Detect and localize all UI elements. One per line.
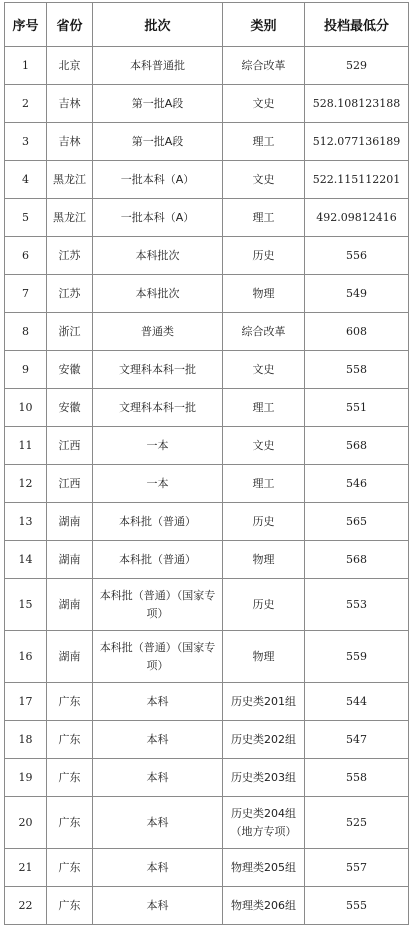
cell-category: 文史 bbox=[223, 85, 305, 123]
table-row bbox=[5, 123, 409, 161]
cell-batch: 本科批次 bbox=[93, 275, 223, 313]
cell-min-score: 549 bbox=[305, 275, 409, 313]
cell-min-score: 529 bbox=[305, 47, 409, 85]
table-row bbox=[5, 275, 409, 313]
cell-batch: 本科 bbox=[93, 849, 223, 887]
cell-province: 吉林 bbox=[47, 123, 93, 161]
table-row bbox=[5, 849, 409, 887]
table-row bbox=[5, 85, 409, 123]
cell-category: 历史类203组 bbox=[223, 759, 305, 797]
cell-no: 18 bbox=[5, 721, 47, 759]
cell-min-score: 608 bbox=[305, 313, 409, 351]
cell-no: 21 bbox=[5, 849, 47, 887]
cell-category: 综合改革 bbox=[223, 47, 305, 85]
cell-batch: 第一批A段 bbox=[93, 123, 223, 161]
cell-batch: 一本 bbox=[93, 427, 223, 465]
cell-batch: 本科批（普通） bbox=[93, 503, 223, 541]
table-row bbox=[5, 427, 409, 465]
table-row bbox=[5, 579, 409, 631]
cell-province: 安徽 bbox=[47, 351, 93, 389]
table-row bbox=[5, 465, 409, 503]
header-row bbox=[5, 3, 409, 47]
cell-batch: 一批本科（A） bbox=[93, 199, 223, 237]
cell-category: 理工 bbox=[223, 123, 305, 161]
cell-province: 安徽 bbox=[47, 389, 93, 427]
cell-min-score: 553 bbox=[305, 579, 409, 631]
cell-province: 黑龙江 bbox=[47, 199, 93, 237]
cell-min-score: 512.077136189 bbox=[305, 123, 409, 161]
cell-category: 物理 bbox=[223, 631, 305, 683]
cell-no: 17 bbox=[5, 683, 47, 721]
cell-no: 15 bbox=[5, 579, 47, 631]
cell-no: 16 bbox=[5, 631, 47, 683]
cell-min-score: 544 bbox=[305, 683, 409, 721]
cell-min-score: 565 bbox=[305, 503, 409, 541]
cell-batch: 本科 bbox=[93, 887, 223, 925]
cell-no: 22 bbox=[5, 887, 47, 925]
table-row bbox=[5, 161, 409, 199]
cell-category: 文史 bbox=[223, 161, 305, 199]
cell-no: 9 bbox=[5, 351, 47, 389]
cell-batch: 普通类 bbox=[93, 313, 223, 351]
cell-category: 历史类204组（地方专项） bbox=[223, 797, 305, 849]
header-batch: 批次 bbox=[93, 3, 223, 47]
table-row bbox=[5, 759, 409, 797]
cell-no: 11 bbox=[5, 427, 47, 465]
header-category: 类别 bbox=[223, 3, 305, 47]
cell-category: 历史类201组 bbox=[223, 683, 305, 721]
cell-province: 江西 bbox=[47, 465, 93, 503]
cell-min-score: 522.115112201 bbox=[305, 161, 409, 199]
cell-batch: 本科批（普通）（国家专项） bbox=[93, 579, 223, 631]
cell-batch: 本科批次 bbox=[93, 237, 223, 275]
cell-batch: 本科普通批 bbox=[93, 47, 223, 85]
header-no: 序号 bbox=[5, 3, 47, 47]
admission-score-table bbox=[4, 2, 409, 925]
cell-province: 广东 bbox=[47, 721, 93, 759]
cell-province: 广东 bbox=[47, 887, 93, 925]
cell-min-score: 525 bbox=[305, 797, 409, 849]
cell-min-score: 555 bbox=[305, 887, 409, 925]
cell-min-score: 568 bbox=[305, 427, 409, 465]
cell-province: 吉林 bbox=[47, 85, 93, 123]
cell-province: 广东 bbox=[47, 683, 93, 721]
table-row bbox=[5, 797, 409, 849]
cell-no: 6 bbox=[5, 237, 47, 275]
cell-batch: 本科 bbox=[93, 797, 223, 849]
cell-min-score: 556 bbox=[305, 237, 409, 275]
cell-no: 3 bbox=[5, 123, 47, 161]
cell-province: 浙江 bbox=[47, 313, 93, 351]
header-min-score: 投档最低分 bbox=[305, 3, 409, 47]
table-row bbox=[5, 887, 409, 925]
cell-batch: 第一批A段 bbox=[93, 85, 223, 123]
table-row bbox=[5, 389, 409, 427]
table-row bbox=[5, 237, 409, 275]
cell-min-score: 492.09812416 bbox=[305, 199, 409, 237]
cell-batch: 本科 bbox=[93, 721, 223, 759]
table-row bbox=[5, 351, 409, 389]
cell-no: 4 bbox=[5, 161, 47, 199]
table-row bbox=[5, 541, 409, 579]
cell-min-score: 568 bbox=[305, 541, 409, 579]
cell-batch: 文理科本科一批 bbox=[93, 389, 223, 427]
cell-batch: 一本 bbox=[93, 465, 223, 503]
cell-category: 理工 bbox=[223, 199, 305, 237]
cell-category: 文史 bbox=[223, 427, 305, 465]
cell-province: 黑龙江 bbox=[47, 161, 93, 199]
cell-min-score: 558 bbox=[305, 759, 409, 797]
cell-category: 综合改革 bbox=[223, 313, 305, 351]
cell-category: 物理类205组 bbox=[223, 849, 305, 887]
cell-category: 物理 bbox=[223, 541, 305, 579]
cell-min-score: 546 bbox=[305, 465, 409, 503]
table-row bbox=[5, 683, 409, 721]
cell-no: 8 bbox=[5, 313, 47, 351]
cell-no: 14 bbox=[5, 541, 47, 579]
cell-category: 历史类202组 bbox=[223, 721, 305, 759]
cell-batch: 本科 bbox=[93, 683, 223, 721]
cell-category: 历史 bbox=[223, 237, 305, 275]
cell-province: 湖南 bbox=[47, 631, 93, 683]
cell-min-score: 558 bbox=[305, 351, 409, 389]
cell-category: 历史 bbox=[223, 503, 305, 541]
cell-province: 江西 bbox=[47, 427, 93, 465]
cell-min-score: 557 bbox=[305, 849, 409, 887]
cell-min-score: 528.108123188 bbox=[305, 85, 409, 123]
table-row bbox=[5, 313, 409, 351]
cell-province: 湖南 bbox=[47, 541, 93, 579]
cell-category: 文史 bbox=[223, 351, 305, 389]
header-province: 省份 bbox=[47, 3, 93, 47]
cell-min-score: 551 bbox=[305, 389, 409, 427]
cell-batch: 文理科本科一批 bbox=[93, 351, 223, 389]
cell-no: 1 bbox=[5, 47, 47, 85]
cell-no: 20 bbox=[5, 797, 47, 849]
cell-province: 广东 bbox=[47, 759, 93, 797]
table-row bbox=[5, 199, 409, 237]
cell-category: 物理 bbox=[223, 275, 305, 313]
cell-batch: 一批本科（A） bbox=[93, 161, 223, 199]
cell-no: 13 bbox=[5, 503, 47, 541]
cell-no: 10 bbox=[5, 389, 47, 427]
cell-province: 广东 bbox=[47, 849, 93, 887]
cell-category: 理工 bbox=[223, 465, 305, 503]
table-row bbox=[5, 503, 409, 541]
cell-batch: 本科批（普通）（国家专项） bbox=[93, 631, 223, 683]
cell-batch: 本科 bbox=[93, 759, 223, 797]
table-row bbox=[5, 631, 409, 683]
cell-no: 19 bbox=[5, 759, 47, 797]
cell-province: 湖南 bbox=[47, 579, 93, 631]
cell-min-score: 559 bbox=[305, 631, 409, 683]
cell-no: 12 bbox=[5, 465, 47, 503]
cell-province: 北京 bbox=[47, 47, 93, 85]
cell-category: 历史 bbox=[223, 579, 305, 631]
cell-category: 理工 bbox=[223, 389, 305, 427]
cell-province: 江苏 bbox=[47, 237, 93, 275]
cell-no: 5 bbox=[5, 199, 47, 237]
cell-min-score: 547 bbox=[305, 721, 409, 759]
cell-batch: 本科批（普通） bbox=[93, 541, 223, 579]
table-row bbox=[5, 721, 409, 759]
cell-category: 物理类206组 bbox=[223, 887, 305, 925]
cell-no: 2 bbox=[5, 85, 47, 123]
cell-province: 湖南 bbox=[47, 503, 93, 541]
table-row bbox=[5, 47, 409, 85]
cell-province: 广东 bbox=[47, 797, 93, 849]
cell-no: 7 bbox=[5, 275, 47, 313]
cell-province: 江苏 bbox=[47, 275, 93, 313]
table-body bbox=[5, 47, 409, 925]
